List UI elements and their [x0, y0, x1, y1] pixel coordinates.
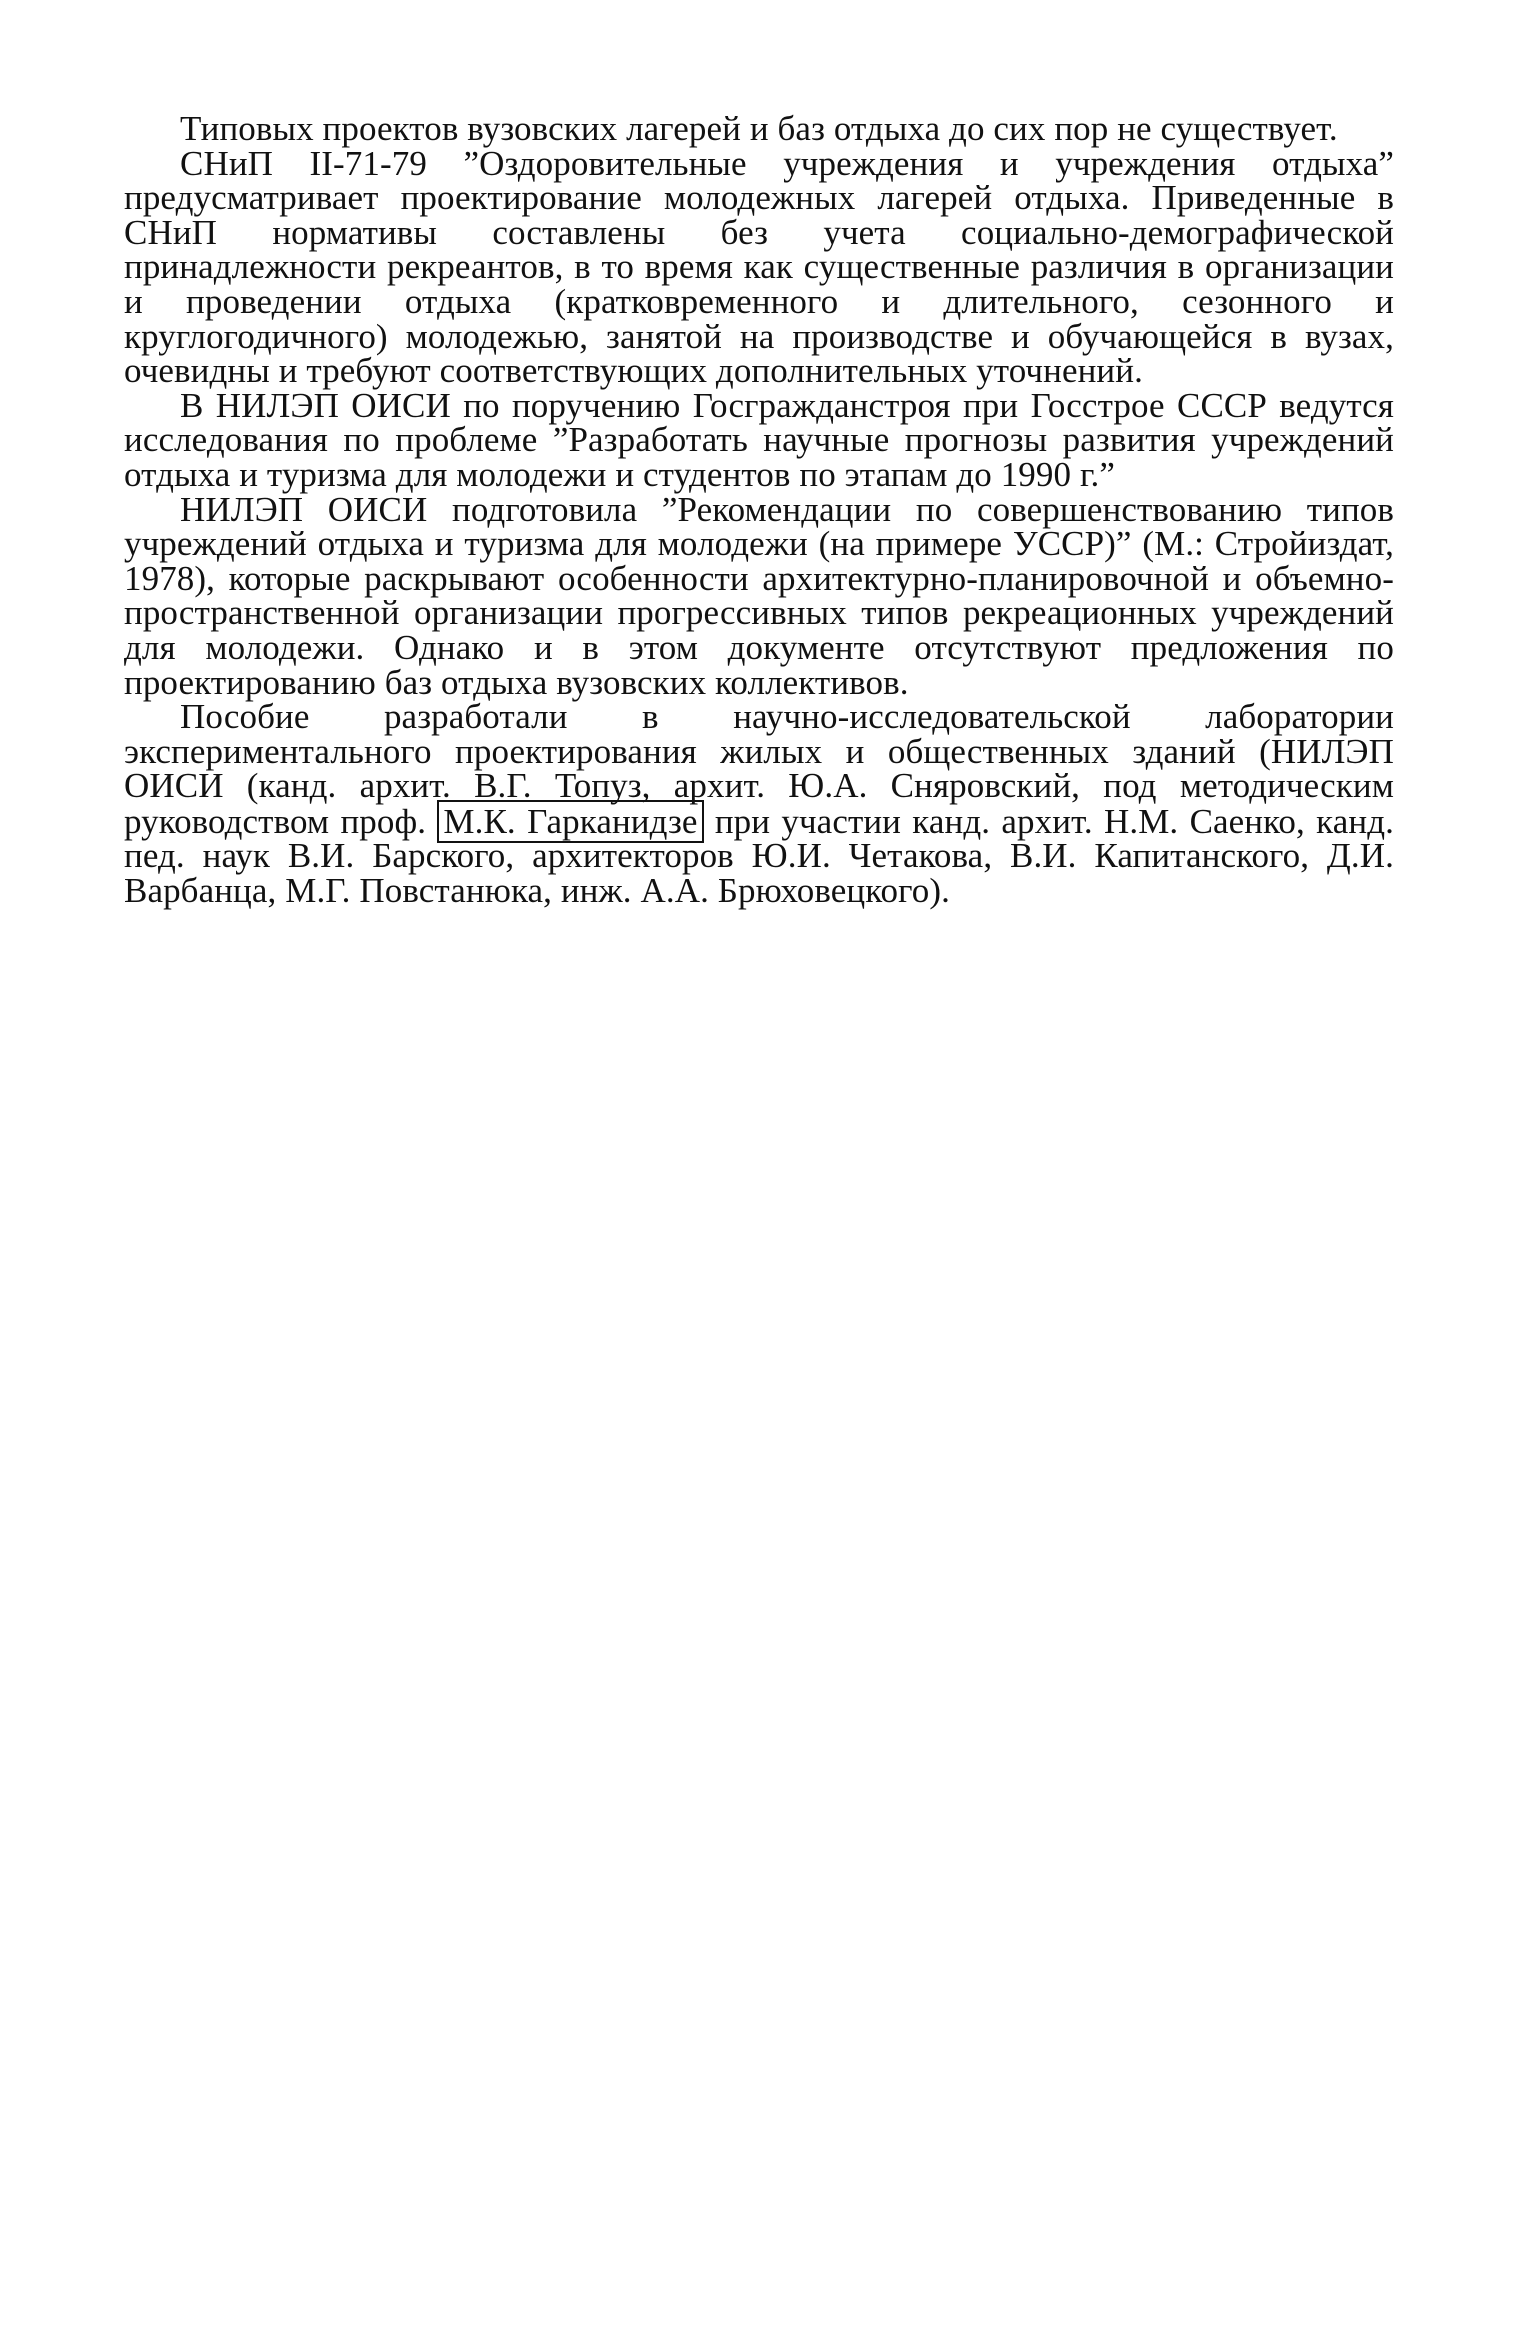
paragraph-snip-norms: СНиП II-71-79 ”Оздоровительные учреждения и учреждения отдыха” предусматривает проектирование молодежных лагерей отдыха. Приведенные в СНиП нормативы составлены без учета социально-демографической принадлежности рекреантов, в то время как существенные различия в организации и проведении отдыха (кратковременного и длительного, сезонного и круглогодичного) молодежью, занятой на производстве и обучающейся в вузах, очевидны и требуют соответствующих дополнительных уточнений. [124, 143, 1394, 391]
authors-text-before: Пособие разработали в научно-исследовательской лаборатории экспериментального проектирования жилых и общественных зданий (НИЛЭП ОИСИ (канд. архит. В.Г. Топуз, архит. Ю.А. Сняровский, под методическим руководством проф. [124, 697, 1394, 841]
paragraph-niilep-research: В НИЛЭП ОИСИ по поручению Госгражданстроя при Госстрое СССР ведутся исследования по проблеме ”Разработать научные прогнозы развития учреждений отдыха и туризма для молодежи и студентов по этапам до 1990 г.” [124, 385, 1394, 494]
boxed-name: М.К. Гарканидзе [437, 800, 703, 843]
paragraph-authors [124, 697, 1394, 911]
paragraph-recommendations: НИЛЭП ОИСИ подготовила ”Рекомендации по совершенствованию типов учреждений отдыха и туризма для молодежи (на примере УССР)” (М.: Стройиздат, 1978), которые раскрывают особенности архитектурно-планировочной и объемно-пространственной организации прогрессивных типов рекреационных учреждений для молодежи. Однако и в этом документе отсутствуют предложения по проектированию баз отдыха вузовских коллективов. [124, 489, 1394, 702]
authors-text-after: при участии канд. архит. Н.М. Саенко, канд. пед. наук В.И. Барского, архитекторов Ю.И. Четакова, В.И. Капитанского, Д.И. Варбанца, М.Г. Повстанюка, инж. А.А. Брюховецкого). [124, 801, 1394, 911]
paragraph-typical-projects: Типовых проектов вузовских лагерей и баз отдыха до сих пор не существует. [180, 109, 1338, 148]
document-body [124, 109, 1394, 911]
